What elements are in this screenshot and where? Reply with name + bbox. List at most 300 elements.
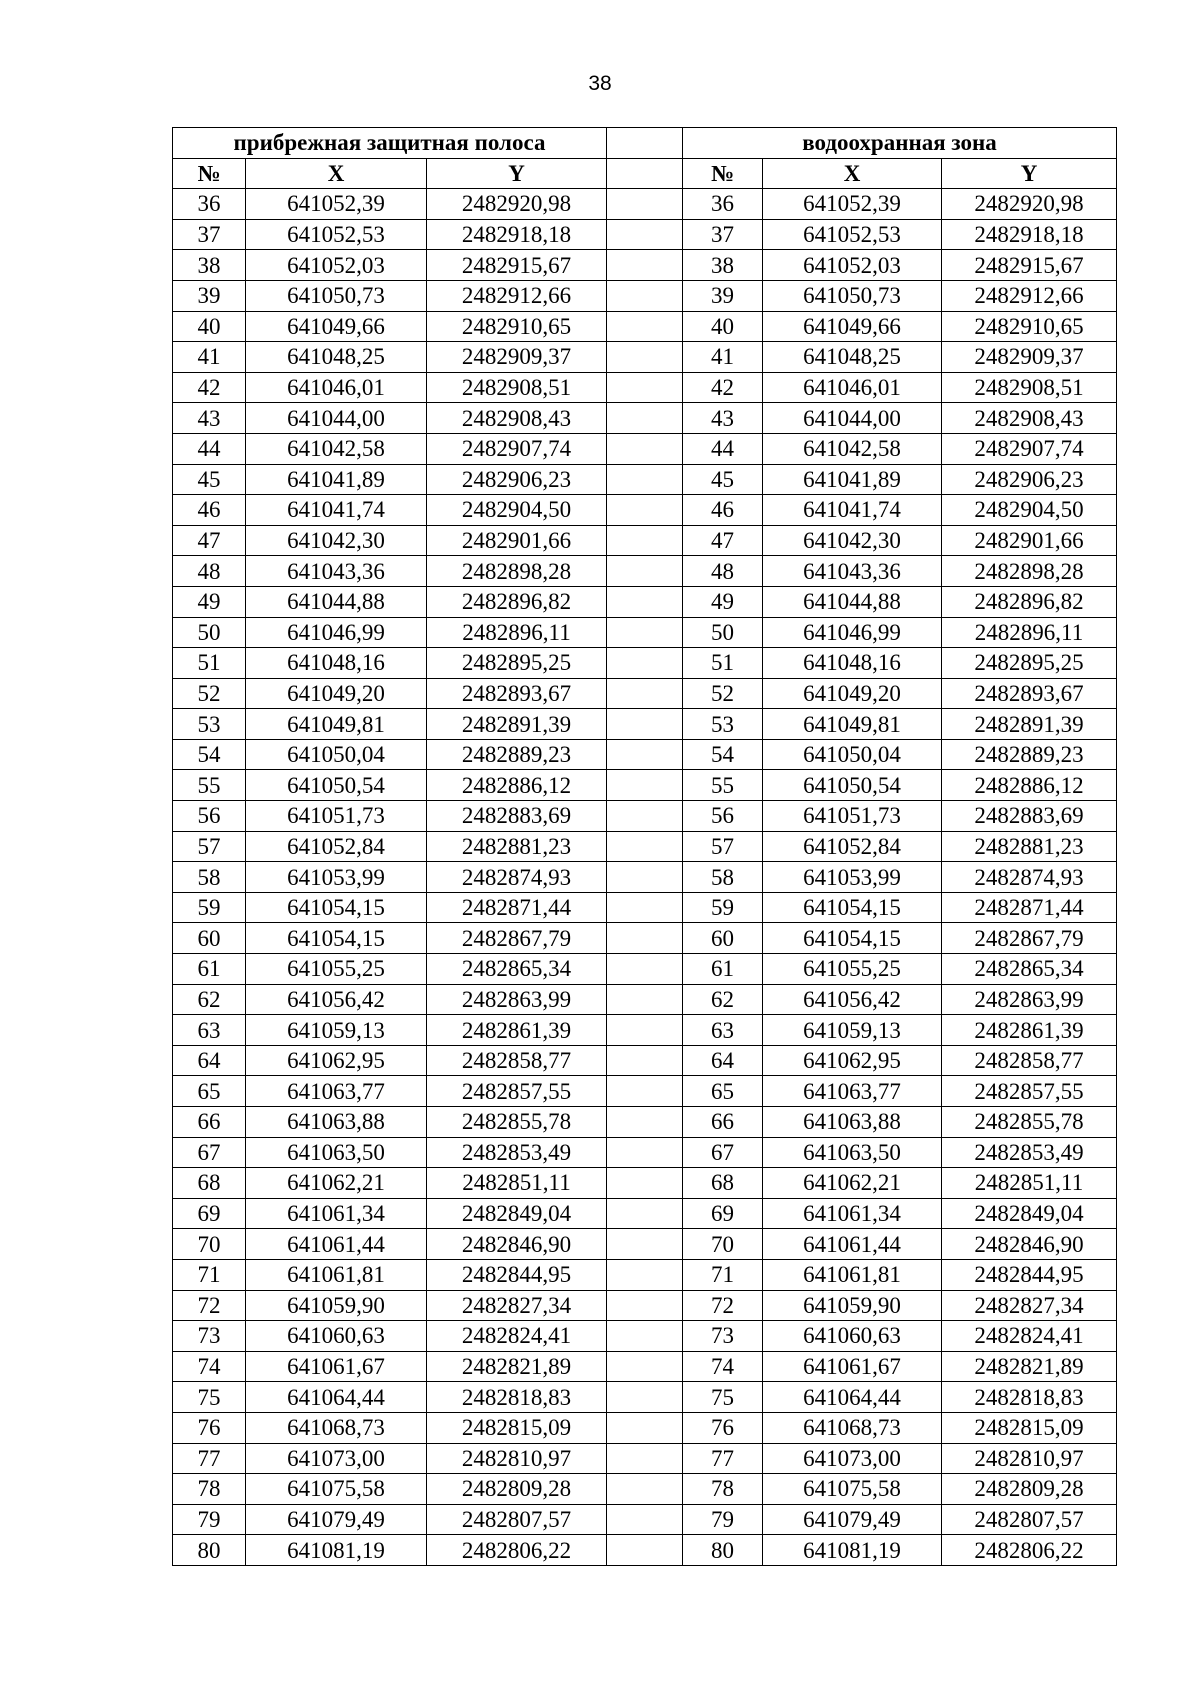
left-y-coordinate-cell: 2482907,74 bbox=[427, 433, 607, 464]
right-y-coordinate-cell: 2482844,95 bbox=[942, 1259, 1117, 1290]
left-x-coordinate-cell: 641059,13 bbox=[246, 1015, 427, 1046]
left-point-number-cell: 45 bbox=[173, 464, 246, 495]
left-point-number-cell: 56 bbox=[173, 801, 246, 832]
gap-cell bbox=[607, 1015, 683, 1046]
table-row bbox=[173, 1015, 1117, 1046]
left-y-coordinate-cell: 2482896,82 bbox=[427, 586, 607, 617]
left-y-coordinate-cell: 2482909,37 bbox=[427, 342, 607, 373]
left-y-coordinate-cell: 2482895,25 bbox=[427, 648, 607, 679]
table-row bbox=[173, 495, 1117, 526]
page-number: 38 bbox=[588, 72, 612, 95]
right-point-number-cell: 78 bbox=[683, 1474, 763, 1505]
right-point-number-cell: 45 bbox=[683, 464, 763, 495]
gap-cell bbox=[607, 678, 683, 709]
right-point-number-cell: 44 bbox=[683, 433, 763, 464]
left-point-number-cell: 46 bbox=[173, 495, 246, 526]
right-point-number-cell: 48 bbox=[683, 556, 763, 587]
left-point-number-cell: 52 bbox=[173, 678, 246, 709]
left-x-coordinate-cell: 641052,03 bbox=[246, 250, 427, 281]
right-point-number-cell: 42 bbox=[683, 372, 763, 403]
left-y-coordinate-cell: 2482806,22 bbox=[427, 1535, 607, 1566]
right-x-coordinate-cell: 641075,58 bbox=[763, 1474, 942, 1505]
gap-cell bbox=[607, 1504, 683, 1535]
left-point-number-cell: 58 bbox=[173, 862, 246, 893]
gap-cell bbox=[607, 1474, 683, 1505]
right-y-coordinate-cell: 2482898,28 bbox=[942, 556, 1117, 587]
coordinates-table bbox=[172, 127, 1117, 1566]
gap-cell bbox=[607, 1137, 683, 1168]
left-point-number-cell: 44 bbox=[173, 433, 246, 464]
gap-cell bbox=[607, 250, 683, 281]
left-x-coordinate-cell: 641044,00 bbox=[246, 403, 427, 434]
left-point-number-cell: 76 bbox=[173, 1412, 246, 1443]
left-y-coordinate-cell: 2482857,55 bbox=[427, 1076, 607, 1107]
left-y-coordinate-cell: 2482908,43 bbox=[427, 403, 607, 434]
left-y-coordinate-cell: 2482886,12 bbox=[427, 770, 607, 801]
right-x-coordinate-cell: 641046,99 bbox=[763, 617, 942, 648]
table-row bbox=[173, 372, 1117, 403]
right-x-coordinate-cell: 641068,73 bbox=[763, 1412, 942, 1443]
table-row bbox=[173, 648, 1117, 679]
left-y-coordinate-cell: 2482849,04 bbox=[427, 1198, 607, 1229]
right-x-coordinate-cell: 641060,63 bbox=[763, 1321, 942, 1352]
right-x-coordinate-cell: 641055,25 bbox=[763, 954, 942, 985]
table-row bbox=[173, 1168, 1117, 1199]
left-point-number-cell: 39 bbox=[173, 280, 246, 311]
gap-cell bbox=[607, 189, 683, 220]
table-row bbox=[173, 1412, 1117, 1443]
left-point-number-cell: 59 bbox=[173, 892, 246, 923]
right-x-coordinate-cell: 641051,73 bbox=[763, 801, 942, 832]
left-y-coordinate-cell: 2482908,51 bbox=[427, 372, 607, 403]
right-y-coordinate-cell: 2482893,67 bbox=[942, 678, 1117, 709]
left-point-number-cell: 65 bbox=[173, 1076, 246, 1107]
table-body bbox=[173, 189, 1117, 1566]
left-x-coordinate-cell: 641061,44 bbox=[246, 1229, 427, 1260]
left-y-coordinate-cell: 2482815,09 bbox=[427, 1412, 607, 1443]
right-y-coordinate-cell: 2482867,79 bbox=[942, 923, 1117, 954]
left-x-coordinate-cell: 641061,81 bbox=[246, 1259, 427, 1290]
left-point-number-cell: 61 bbox=[173, 954, 246, 985]
left-point-number-cell: 43 bbox=[173, 403, 246, 434]
gap-cell bbox=[607, 525, 683, 556]
right-point-number-cell: 46 bbox=[683, 495, 763, 526]
right-x-coordinate-cell: 641053,99 bbox=[763, 862, 942, 893]
left-x-coordinate-cell: 641046,99 bbox=[246, 617, 427, 648]
right-point-number-cell: 40 bbox=[683, 311, 763, 342]
left-point-number-cell: 69 bbox=[173, 1198, 246, 1229]
left-x-coordinate-cell: 641052,39 bbox=[246, 189, 427, 220]
left-y-coordinate-cell: 2482918,18 bbox=[427, 219, 607, 250]
right-y-coordinate-cell: 2482806,22 bbox=[942, 1535, 1117, 1566]
right-y-coordinate-cell: 2482810,97 bbox=[942, 1443, 1117, 1474]
left-x-coordinate-cell: 641054,15 bbox=[246, 923, 427, 954]
right-point-number-cell: 79 bbox=[683, 1504, 763, 1535]
left-y-coordinate-cell: 2482871,44 bbox=[427, 892, 607, 923]
gap-cell bbox=[607, 954, 683, 985]
table-row bbox=[173, 1321, 1117, 1352]
right-y-coordinate-cell: 2482871,44 bbox=[942, 892, 1117, 923]
left-point-number-cell: 66 bbox=[173, 1107, 246, 1138]
right-point-number-cell: 66 bbox=[683, 1107, 763, 1138]
right-point-number-cell: 61 bbox=[683, 954, 763, 985]
right-y-coordinate-cell: 2482907,74 bbox=[942, 433, 1117, 464]
table-row bbox=[173, 862, 1117, 893]
left-x-coordinate-cell: 641048,25 bbox=[246, 342, 427, 373]
left-point-number-cell: 57 bbox=[173, 831, 246, 862]
gap-cell bbox=[607, 556, 683, 587]
right-y-coordinate-cell: 2482909,37 bbox=[942, 342, 1117, 373]
right-x-coordinate-cell: 641061,34 bbox=[763, 1198, 942, 1229]
right-point-number-cell: 52 bbox=[683, 678, 763, 709]
right-point-number-cell: 54 bbox=[683, 739, 763, 770]
right-y-coordinate-cell: 2482849,04 bbox=[942, 1198, 1117, 1229]
left-point-number-cell: 38 bbox=[173, 250, 246, 281]
left-x-coordinate-cell: 641052,84 bbox=[246, 831, 427, 862]
right-x-coordinate-cell: 641044,00 bbox=[763, 403, 942, 434]
left-x-coordinate-cell: 641049,20 bbox=[246, 678, 427, 709]
left-x-coordinate-cell: 641049,66 bbox=[246, 311, 427, 342]
right-x-coordinate-cell: 641061,81 bbox=[763, 1259, 942, 1290]
table-row bbox=[173, 311, 1117, 342]
right-y-coordinate-cell: 2482857,55 bbox=[942, 1076, 1117, 1107]
left-x-coordinate-cell: 641075,58 bbox=[246, 1474, 427, 1505]
right-y-coordinate-cell: 2482896,82 bbox=[942, 586, 1117, 617]
left-x-coordinate-cell: 641064,44 bbox=[246, 1382, 427, 1413]
gap-cell bbox=[607, 892, 683, 923]
gap-cell bbox=[607, 923, 683, 954]
left-y-coordinate-cell: 2482807,57 bbox=[427, 1504, 607, 1535]
gap-cell bbox=[607, 128, 683, 159]
left-point-number-cell: 64 bbox=[173, 1045, 246, 1076]
right-point-number-cell: 43 bbox=[683, 403, 763, 434]
table-row bbox=[173, 403, 1117, 434]
right-x-coordinate-cell: 641041,89 bbox=[763, 464, 942, 495]
right-header-y: Y bbox=[942, 158, 1117, 189]
left-x-coordinate-cell: 641042,58 bbox=[246, 433, 427, 464]
right-x-coordinate-cell: 641052,03 bbox=[763, 250, 942, 281]
table-row bbox=[173, 464, 1117, 495]
right-y-coordinate-cell: 2482858,77 bbox=[942, 1045, 1117, 1076]
right-y-coordinate-cell: 2482824,41 bbox=[942, 1321, 1117, 1352]
right-y-coordinate-cell: 2482881,23 bbox=[942, 831, 1117, 862]
left-x-coordinate-cell: 641073,00 bbox=[246, 1443, 427, 1474]
table-row bbox=[173, 739, 1117, 770]
right-point-number-cell: 51 bbox=[683, 648, 763, 679]
left-y-coordinate-cell: 2482809,28 bbox=[427, 1474, 607, 1505]
left-x-coordinate-cell: 641063,50 bbox=[246, 1137, 427, 1168]
right-x-coordinate-cell: 641081,19 bbox=[763, 1535, 942, 1566]
left-y-coordinate-cell: 2482906,23 bbox=[427, 464, 607, 495]
left-point-number-cell: 70 bbox=[173, 1229, 246, 1260]
right-x-coordinate-cell: 641050,04 bbox=[763, 739, 942, 770]
gap-cell bbox=[607, 433, 683, 464]
table-row bbox=[173, 586, 1117, 617]
right-x-coordinate-cell: 641049,81 bbox=[763, 709, 942, 740]
table-row bbox=[173, 831, 1117, 862]
right-x-coordinate-cell: 641063,77 bbox=[763, 1076, 942, 1107]
left-y-coordinate-cell: 2482844,95 bbox=[427, 1259, 607, 1290]
right-point-number-cell: 64 bbox=[683, 1045, 763, 1076]
right-point-number-cell: 55 bbox=[683, 770, 763, 801]
table-row bbox=[173, 1474, 1117, 1505]
left-x-coordinate-cell: 641041,74 bbox=[246, 495, 427, 526]
left-point-number-cell: 74 bbox=[173, 1351, 246, 1382]
left-y-coordinate-cell: 2482867,79 bbox=[427, 923, 607, 954]
right-point-number-cell: 80 bbox=[683, 1535, 763, 1566]
table-row bbox=[173, 219, 1117, 250]
right-point-number-cell: 38 bbox=[683, 250, 763, 281]
left-point-number-cell: 77 bbox=[173, 1443, 246, 1474]
right-point-number-cell: 72 bbox=[683, 1290, 763, 1321]
gap-cell bbox=[607, 1107, 683, 1138]
table-row bbox=[173, 1504, 1117, 1535]
table-row bbox=[173, 1443, 1117, 1474]
right-x-coordinate-cell: 641063,50 bbox=[763, 1137, 942, 1168]
right-y-coordinate-cell: 2482853,49 bbox=[942, 1137, 1117, 1168]
gap-cell bbox=[607, 280, 683, 311]
left-y-coordinate-cell: 2482810,97 bbox=[427, 1443, 607, 1474]
right-y-coordinate-cell: 2482912,66 bbox=[942, 280, 1117, 311]
left-point-number-cell: 79 bbox=[173, 1504, 246, 1535]
left-point-number-cell: 73 bbox=[173, 1321, 246, 1352]
right-point-number-cell: 75 bbox=[683, 1382, 763, 1413]
table-row bbox=[173, 556, 1117, 587]
left-point-number-cell: 37 bbox=[173, 219, 246, 250]
section-title-row bbox=[173, 128, 1117, 159]
right-x-coordinate-cell: 641048,16 bbox=[763, 648, 942, 679]
right-y-coordinate-cell: 2482910,65 bbox=[942, 311, 1117, 342]
right-x-coordinate-cell: 641054,15 bbox=[763, 892, 942, 923]
right-y-coordinate-cell: 2482846,90 bbox=[942, 1229, 1117, 1260]
right-x-coordinate-cell: 641054,15 bbox=[763, 923, 942, 954]
gap-cell bbox=[607, 1535, 683, 1566]
left-y-coordinate-cell: 2482893,67 bbox=[427, 678, 607, 709]
left-point-number-cell: 67 bbox=[173, 1137, 246, 1168]
right-point-number-cell: 59 bbox=[683, 892, 763, 923]
left-y-coordinate-cell: 2482858,77 bbox=[427, 1045, 607, 1076]
right-y-coordinate-cell: 2482918,18 bbox=[942, 219, 1117, 250]
left-x-coordinate-cell: 641043,36 bbox=[246, 556, 427, 587]
left-x-coordinate-cell: 641050,04 bbox=[246, 739, 427, 770]
table-row bbox=[173, 770, 1117, 801]
left-y-coordinate-cell: 2482896,11 bbox=[427, 617, 607, 648]
right-point-number-cell: 58 bbox=[683, 862, 763, 893]
right-y-coordinate-cell: 2482821,89 bbox=[942, 1351, 1117, 1382]
right-point-number-cell: 57 bbox=[683, 831, 763, 862]
table-row bbox=[173, 1290, 1117, 1321]
left-point-number-cell: 51 bbox=[173, 648, 246, 679]
left-x-coordinate-cell: 641042,30 bbox=[246, 525, 427, 556]
table-row bbox=[173, 525, 1117, 556]
left-x-coordinate-cell: 641052,53 bbox=[246, 219, 427, 250]
left-y-coordinate-cell: 2482865,34 bbox=[427, 954, 607, 985]
right-point-number-cell: 68 bbox=[683, 1168, 763, 1199]
right-y-coordinate-cell: 2482886,12 bbox=[942, 770, 1117, 801]
left-header-number: № bbox=[173, 158, 246, 189]
right-x-coordinate-cell: 641052,53 bbox=[763, 219, 942, 250]
right-header-x: X bbox=[763, 158, 942, 189]
right-x-coordinate-cell: 641064,44 bbox=[763, 1382, 942, 1413]
right-y-coordinate-cell: 2482901,66 bbox=[942, 525, 1117, 556]
left-y-coordinate-cell: 2482863,99 bbox=[427, 984, 607, 1015]
left-y-coordinate-cell: 2482883,69 bbox=[427, 801, 607, 832]
gap-cell bbox=[607, 1412, 683, 1443]
gap-cell bbox=[607, 1382, 683, 1413]
right-point-number-cell: 67 bbox=[683, 1137, 763, 1168]
gap-cell bbox=[607, 862, 683, 893]
left-y-coordinate-cell: 2482898,28 bbox=[427, 556, 607, 587]
right-y-coordinate-cell: 2482827,34 bbox=[942, 1290, 1117, 1321]
gap-cell bbox=[607, 801, 683, 832]
left-x-coordinate-cell: 641048,16 bbox=[246, 648, 427, 679]
right-y-coordinate-cell: 2482906,23 bbox=[942, 464, 1117, 495]
left-y-coordinate-cell: 2482853,49 bbox=[427, 1137, 607, 1168]
gap-cell bbox=[607, 617, 683, 648]
gap-cell bbox=[607, 1443, 683, 1474]
right-x-coordinate-cell: 641059,13 bbox=[763, 1015, 942, 1046]
left-x-coordinate-cell: 641079,49 bbox=[246, 1504, 427, 1535]
gap-cell bbox=[607, 709, 683, 740]
left-point-number-cell: 72 bbox=[173, 1290, 246, 1321]
table-row bbox=[173, 433, 1117, 464]
gap-cell bbox=[607, 464, 683, 495]
right-x-coordinate-cell: 641050,73 bbox=[763, 280, 942, 311]
right-x-coordinate-cell: 641048,25 bbox=[763, 342, 942, 373]
table-row bbox=[173, 709, 1117, 740]
table-row bbox=[173, 1198, 1117, 1229]
table-row bbox=[173, 1351, 1117, 1382]
right-x-coordinate-cell: 641059,90 bbox=[763, 1290, 942, 1321]
right-y-coordinate-cell: 2482874,93 bbox=[942, 862, 1117, 893]
left-x-coordinate-cell: 641046,01 bbox=[246, 372, 427, 403]
right-point-number-cell: 39 bbox=[683, 280, 763, 311]
table-row bbox=[173, 1382, 1117, 1413]
left-point-number-cell: 36 bbox=[173, 189, 246, 220]
right-y-coordinate-cell: 2482865,34 bbox=[942, 954, 1117, 985]
table-row bbox=[173, 1076, 1117, 1107]
left-x-coordinate-cell: 641053,99 bbox=[246, 862, 427, 893]
gap-cell bbox=[607, 648, 683, 679]
right-y-coordinate-cell: 2482851,11 bbox=[942, 1168, 1117, 1199]
gap-cell bbox=[607, 342, 683, 373]
right-x-coordinate-cell: 641049,66 bbox=[763, 311, 942, 342]
right-x-coordinate-cell: 641049,20 bbox=[763, 678, 942, 709]
left-y-coordinate-cell: 2482901,66 bbox=[427, 525, 607, 556]
right-x-coordinate-cell: 641062,21 bbox=[763, 1168, 942, 1199]
left-point-number-cell: 68 bbox=[173, 1168, 246, 1199]
gap-cell bbox=[607, 1168, 683, 1199]
right-x-coordinate-cell: 641073,00 bbox=[763, 1443, 942, 1474]
left-point-number-cell: 50 bbox=[173, 617, 246, 648]
right-y-coordinate-cell: 2482920,98 bbox=[942, 189, 1117, 220]
left-point-number-cell: 53 bbox=[173, 709, 246, 740]
right-x-coordinate-cell: 641046,01 bbox=[763, 372, 942, 403]
gap-cell bbox=[607, 586, 683, 617]
table-row bbox=[173, 189, 1117, 220]
table-row bbox=[173, 1229, 1117, 1260]
gap-cell bbox=[607, 1351, 683, 1382]
left-y-coordinate-cell: 2482881,23 bbox=[427, 831, 607, 862]
gap-cell bbox=[607, 1229, 683, 1260]
right-y-coordinate-cell: 2482861,39 bbox=[942, 1015, 1117, 1046]
right-x-coordinate-cell: 641061,67 bbox=[763, 1351, 942, 1382]
right-x-coordinate-cell: 641062,95 bbox=[763, 1045, 942, 1076]
table-row bbox=[173, 892, 1117, 923]
right-point-number-cell: 65 bbox=[683, 1076, 763, 1107]
left-x-coordinate-cell: 641055,25 bbox=[246, 954, 427, 985]
left-x-coordinate-cell: 641059,90 bbox=[246, 1290, 427, 1321]
table-row bbox=[173, 617, 1117, 648]
gap-cell bbox=[607, 1259, 683, 1290]
right-point-number-cell: 36 bbox=[683, 189, 763, 220]
left-point-number-cell: 49 bbox=[173, 586, 246, 617]
left-y-coordinate-cell: 2482855,78 bbox=[427, 1107, 607, 1138]
column-header-row bbox=[173, 158, 1117, 189]
left-point-number-cell: 54 bbox=[173, 739, 246, 770]
left-y-coordinate-cell: 2482915,67 bbox=[427, 250, 607, 281]
table-row bbox=[173, 342, 1117, 373]
left-y-coordinate-cell: 2482891,39 bbox=[427, 709, 607, 740]
right-y-coordinate-cell: 2482904,50 bbox=[942, 495, 1117, 526]
left-x-coordinate-cell: 641051,73 bbox=[246, 801, 427, 832]
right-y-coordinate-cell: 2482895,25 bbox=[942, 648, 1117, 679]
left-x-coordinate-cell: 641050,54 bbox=[246, 770, 427, 801]
right-y-coordinate-cell: 2482855,78 bbox=[942, 1107, 1117, 1138]
table-row bbox=[173, 1045, 1117, 1076]
gap-cell bbox=[607, 1198, 683, 1229]
right-point-number-cell: 47 bbox=[683, 525, 763, 556]
left-header-x: X bbox=[246, 158, 427, 189]
right-point-number-cell: 62 bbox=[683, 984, 763, 1015]
right-y-coordinate-cell: 2482809,28 bbox=[942, 1474, 1117, 1505]
table-row bbox=[173, 1259, 1117, 1290]
gap-cell bbox=[607, 158, 683, 189]
table-row bbox=[173, 954, 1117, 985]
right-point-number-cell: 56 bbox=[683, 801, 763, 832]
left-point-number-cell: 62 bbox=[173, 984, 246, 1015]
left-y-coordinate-cell: 2482851,11 bbox=[427, 1168, 607, 1199]
table-row bbox=[173, 280, 1117, 311]
right-point-number-cell: 53 bbox=[683, 709, 763, 740]
left-y-coordinate-cell: 2482912,66 bbox=[427, 280, 607, 311]
gap-cell bbox=[607, 1076, 683, 1107]
gap-cell bbox=[607, 372, 683, 403]
table-row bbox=[173, 984, 1117, 1015]
table-row bbox=[173, 250, 1117, 281]
table-row bbox=[173, 1535, 1117, 1566]
left-point-number-cell: 41 bbox=[173, 342, 246, 373]
left-y-coordinate-cell: 2482821,89 bbox=[427, 1351, 607, 1382]
gap-cell bbox=[607, 984, 683, 1015]
right-point-number-cell: 73 bbox=[683, 1321, 763, 1352]
gap-cell bbox=[607, 1321, 683, 1352]
left-y-coordinate-cell: 2482824,41 bbox=[427, 1321, 607, 1352]
right-y-coordinate-cell: 2482915,67 bbox=[942, 250, 1117, 281]
left-y-coordinate-cell: 2482910,65 bbox=[427, 311, 607, 342]
left-y-coordinate-cell: 2482889,23 bbox=[427, 739, 607, 770]
gap-cell bbox=[607, 495, 683, 526]
right-x-coordinate-cell: 641063,88 bbox=[763, 1107, 942, 1138]
table-row bbox=[173, 1137, 1117, 1168]
left-y-coordinate-cell: 2482874,93 bbox=[427, 862, 607, 893]
right-point-number-cell: 71 bbox=[683, 1259, 763, 1290]
table-row bbox=[173, 923, 1117, 954]
right-point-number-cell: 70 bbox=[683, 1229, 763, 1260]
left-x-coordinate-cell: 641041,89 bbox=[246, 464, 427, 495]
gap-cell bbox=[607, 403, 683, 434]
right-point-number-cell: 76 bbox=[683, 1412, 763, 1443]
